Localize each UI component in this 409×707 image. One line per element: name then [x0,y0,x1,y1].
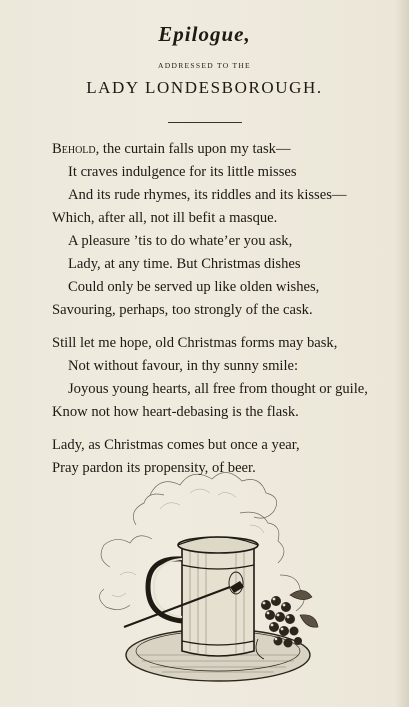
page-edge-shadow [395,0,409,707]
poem-line-1 [52,141,291,158]
epilogue-title: Epilogue, [158,22,251,46]
poem-line-4: Which, after all, not ill befit a masque. [52,210,278,226]
poem-line-13: Lady, as Christmas comes but once a year, [52,437,300,453]
addressed-to-label: ADDRESSED TO THE [158,61,251,70]
poem-line-7: Could only be served up like olden wishes, [68,279,320,295]
poem-first-word: Behold, [52,141,100,157]
poem-line-6: Lady, at any time. But Christmas dishes [68,256,301,272]
tankard-with-grapes-icon [90,455,340,700]
title-rule-divider [168,122,242,123]
poem-line-5: A pleasure ’tis to do whate’er you ask, [68,233,293,249]
poem-line-14: Pray pardon its propensity, of beer. [52,460,256,476]
poem-line-12: Know not how heart-debasing is the flask. [52,404,299,420]
poem-line-1-rest: the curtain falls upon my task— [99,141,291,157]
poem-line-11: Joyous young hearts, all free from thought or guile, [68,381,368,397]
poem-line-10: Not without favour, in thy sunny smile: [68,358,299,374]
dedicatee-name: LADY LONDESBOROUGH. [86,78,323,97]
poem-line-2: It craves indulgence for its little misses [68,164,297,180]
poem-line-9: Still let me hope, old Christmas forms may bask, [52,335,338,351]
poem-line-3: And its rude rhymes, its riddles and its kisses— [68,187,347,203]
poem-line-8: Savouring, perhaps, too strongly of the cask. [52,302,313,318]
